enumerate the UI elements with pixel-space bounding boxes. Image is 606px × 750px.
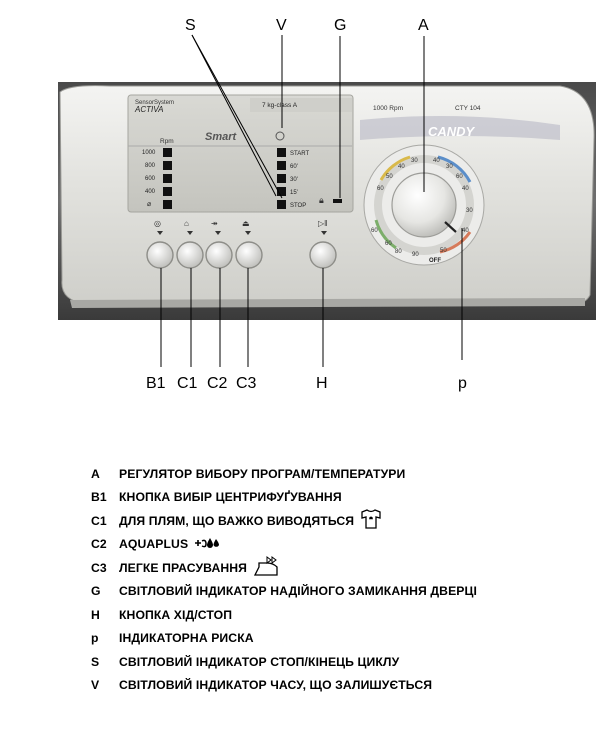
legend-text: СВІТЛОВИЙ ІНДИКАТОР НАДІЙНОГО ЗАМИКАННЯ ДВЕРЦІ — [119, 584, 478, 599]
iron-icon: ⏏ — [242, 219, 250, 228]
dial-temp: 90 — [412, 252, 419, 258]
legend-code: V — [91, 678, 100, 693]
legend-text: ДЛЯ ПЛЯМ, ЩО ВАЖКО ВИВОДЯТЬСЯ — [119, 513, 355, 528]
door-lock-icon: 🔒︎ — [319, 195, 324, 205]
door-lock-led — [333, 199, 342, 203]
legend-code: A — [91, 466, 100, 481]
dial-temp: 50 — [440, 248, 447, 254]
callout-C3: C3 — [236, 375, 257, 392]
legend-text: СВІТЛОВИЙ ІНДИКАТОР СТОП/КІНЕЦЬ ЦИКЛУ — [119, 654, 400, 669]
dial-temp: 40 — [462, 186, 469, 192]
dial-temp: 60 — [377, 186, 384, 192]
legend-code: G — [91, 584, 101, 599]
dial-temp: 40 — [398, 164, 405, 170]
dial-temp: 40 — [462, 228, 469, 234]
legend-code: H — [91, 607, 100, 622]
callout-G: G — [334, 17, 347, 34]
no-spin-symbol: ⌀ — [147, 201, 152, 208]
callout-C2: C2 — [207, 375, 228, 392]
candy-logo: CANDY — [428, 124, 475, 139]
spin-speed-button[interactable] — [147, 242, 173, 268]
dial-off-label: OFF — [429, 258, 441, 264]
aquaplus-button[interactable] — [206, 242, 232, 268]
callout-H: H — [316, 375, 328, 392]
legend-item-h — [91, 603, 591, 626]
legend — [91, 462, 591, 697]
aquaplus-icon: ↠ — [211, 219, 218, 228]
callout-S: S — [185, 17, 196, 34]
callout-V: V — [276, 17, 287, 34]
time-label: 30' — [290, 177, 298, 183]
stain-icon: ⌂ — [184, 219, 189, 228]
class-label: 7 kg-class A — [262, 102, 298, 109]
legend-text: КНОПКА ХІД/СТОП — [119, 607, 233, 622]
legend-text: AQUAPLUS — [119, 537, 189, 552]
dial-temp: 40 — [433, 158, 440, 164]
led — [163, 200, 172, 209]
legend-code: S — [91, 654, 100, 669]
start-pause-icon: ▷‖ — [318, 219, 328, 228]
smart-label: Smart — [205, 131, 237, 143]
dial-temp: 50 — [386, 174, 393, 180]
legend-item-s — [91, 650, 591, 673]
legend-item-c1 — [91, 509, 591, 532]
callout-B1: B1 — [146, 375, 166, 392]
legend-item-a — [91, 462, 591, 485]
spin-speed-label: 800 — [145, 163, 156, 169]
spin-icon: ◎ — [154, 219, 161, 228]
legend-text: КНОПКА ВИБІР ЦЕНТРИФУҐУВАННЯ — [119, 490, 342, 505]
callout-p: p — [458, 375, 467, 392]
stain-shirt-icon — [360, 509, 382, 532]
easy-iron-button[interactable] — [236, 242, 262, 268]
dial-temp: 60 — [456, 174, 463, 180]
stain-button[interactable] — [177, 242, 203, 268]
legend-item-v — [91, 674, 591, 697]
led — [163, 161, 172, 170]
aquaplus-icon — [194, 536, 220, 553]
start-pause-button[interactable] — [310, 242, 336, 268]
legend-code: C3 — [91, 560, 107, 575]
spin-speed-label: 600 — [145, 176, 156, 182]
legend-code: C1 — [91, 513, 107, 528]
legend-code: p — [91, 631, 99, 646]
model-name: CTY 104 — [455, 105, 481, 112]
dial-temp: 30 — [411, 158, 418, 164]
legend-text: СВІТЛОВИЙ ІНДИКАТОР ЧАСУ, ЩО ЗАЛИШУЄТЬСЯ — [119, 678, 433, 693]
led — [277, 148, 286, 157]
dial-temp: 80 — [395, 249, 402, 255]
legend-text: РЕГУЛЯТОР ВИБОРУ ПРОГРАМ/ТЕМПЕРАТУРИ — [119, 466, 406, 481]
iron-icon — [253, 555, 281, 580]
legend-code: C2 — [91, 537, 107, 552]
brand-name: ACTIVA — [135, 105, 164, 114]
led — [163, 174, 172, 183]
legend-code: B1 — [91, 490, 107, 505]
callout-A: A — [418, 17, 429, 34]
spin-speed-label: 1000 — [142, 150, 156, 156]
led — [277, 161, 286, 170]
legend-item-c3 — [91, 556, 591, 579]
dial-temp: 60 — [371, 228, 378, 234]
brand-series: SensorSystem — [135, 100, 175, 106]
model-speed: 1000 Rpm — [373, 105, 403, 112]
time-label: 15' — [290, 190, 298, 196]
legend-text: ЛЕГКЕ ПРАСУВАННЯ — [119, 560, 248, 575]
legend-item-c2 — [91, 533, 591, 556]
callout-C1: C1 — [177, 375, 198, 392]
time-label: START — [290, 151, 310, 157]
time-label: 60' — [290, 164, 298, 170]
led — [163, 187, 172, 196]
led — [277, 200, 286, 209]
dial-temp: 30 — [446, 164, 453, 170]
legend-item-g — [91, 580, 591, 603]
time-label: STOP — [290, 203, 307, 209]
legend-text: ІНДИКАТОРНА РИСКА — [119, 631, 254, 646]
spin-speed-label: 400 — [145, 189, 156, 195]
legend-item-p — [91, 627, 591, 650]
dial-temp: 30 — [466, 208, 473, 214]
led — [277, 174, 286, 183]
dial-temp: 60 — [385, 241, 392, 247]
led — [163, 148, 172, 157]
rpm-label: Rpm — [160, 138, 174, 145]
legend-item-b1 — [91, 486, 591, 509]
